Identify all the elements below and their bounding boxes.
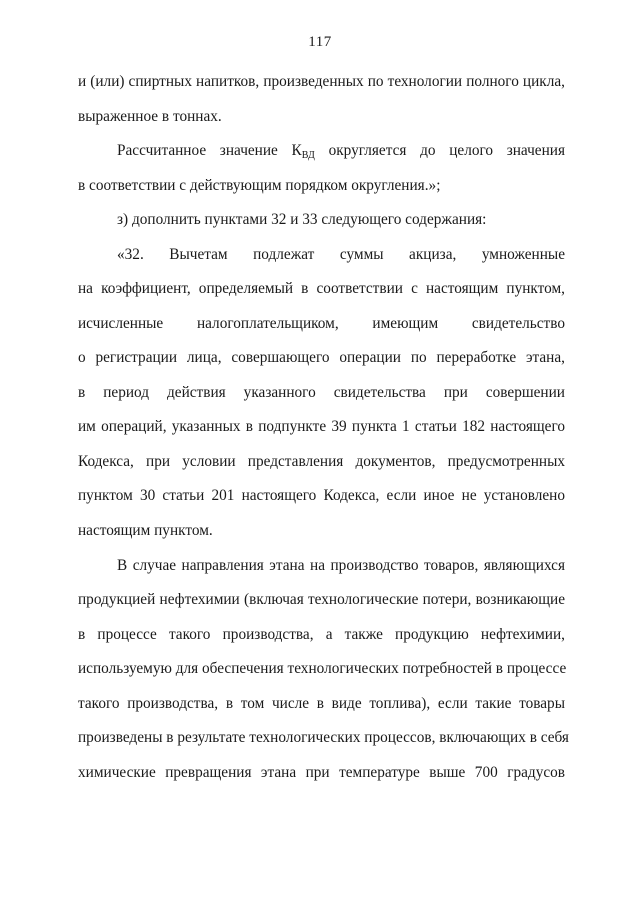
text-line: используемую для обеспечения технологических потребностей в процессе xyxy=(78,660,567,677)
text-line: з) дополнить пунктами 32 и 33 следующего содержания: xyxy=(117,211,487,228)
text-line: «32. Вычетам подлежат суммы акциза, умноженные xyxy=(117,246,565,263)
text-line: им операций, указанных в подпункте 39 пункта 1 статьи 182 настоящего xyxy=(78,418,565,435)
text-line: пунктом 30 статьи 201 настоящего Кодекса, если иное не установлено xyxy=(78,487,565,504)
text-line: в процессе такого производства, а также продукцию нефтехимии, xyxy=(78,626,565,643)
text-fragment: Рассчитанное значение К xyxy=(117,142,302,159)
text-line: химические превращения этана при температуре выше 700 градусов xyxy=(78,764,565,781)
text-line-with-subscript xyxy=(117,141,565,161)
text-line: Кодекса, при условии представления документов, предусмотренных xyxy=(78,453,565,470)
text-fragment: округляется до целого значения xyxy=(328,142,566,159)
text-line: произведены в результате технологических процессов, включающих в себя xyxy=(78,729,569,746)
text-line: В случае направления этана на производство товаров, являющихся xyxy=(117,557,565,574)
text-line: продукцией нефтехимии (включая технологические потери, возникающие xyxy=(78,591,565,608)
text-line: и (или) спиртных напитков, произведенных по технологии полного цикла, xyxy=(78,73,565,90)
text-line: такого производства, в том числе в виде топлива), если такие товары xyxy=(78,695,565,712)
text-line: о регистрации лица, совершающего операции по переработке этана, xyxy=(78,349,565,366)
text-line: на коэффициент, определяемый в соответствии с настоящим пунктом, xyxy=(78,280,565,297)
text-line: настоящим пунктом. xyxy=(78,522,213,539)
text-line: выраженное в тоннах. xyxy=(78,108,222,125)
text-line: в период действия указанного свидетельства при совершении xyxy=(78,384,565,401)
page-number: 117 xyxy=(308,34,332,50)
text-line: исчисленные налогоплательщиком, имеющим свидетельство xyxy=(78,315,565,332)
subscript: ВД xyxy=(301,150,315,161)
text-line: в соответствии с действующим порядком округления.»; xyxy=(78,177,441,194)
